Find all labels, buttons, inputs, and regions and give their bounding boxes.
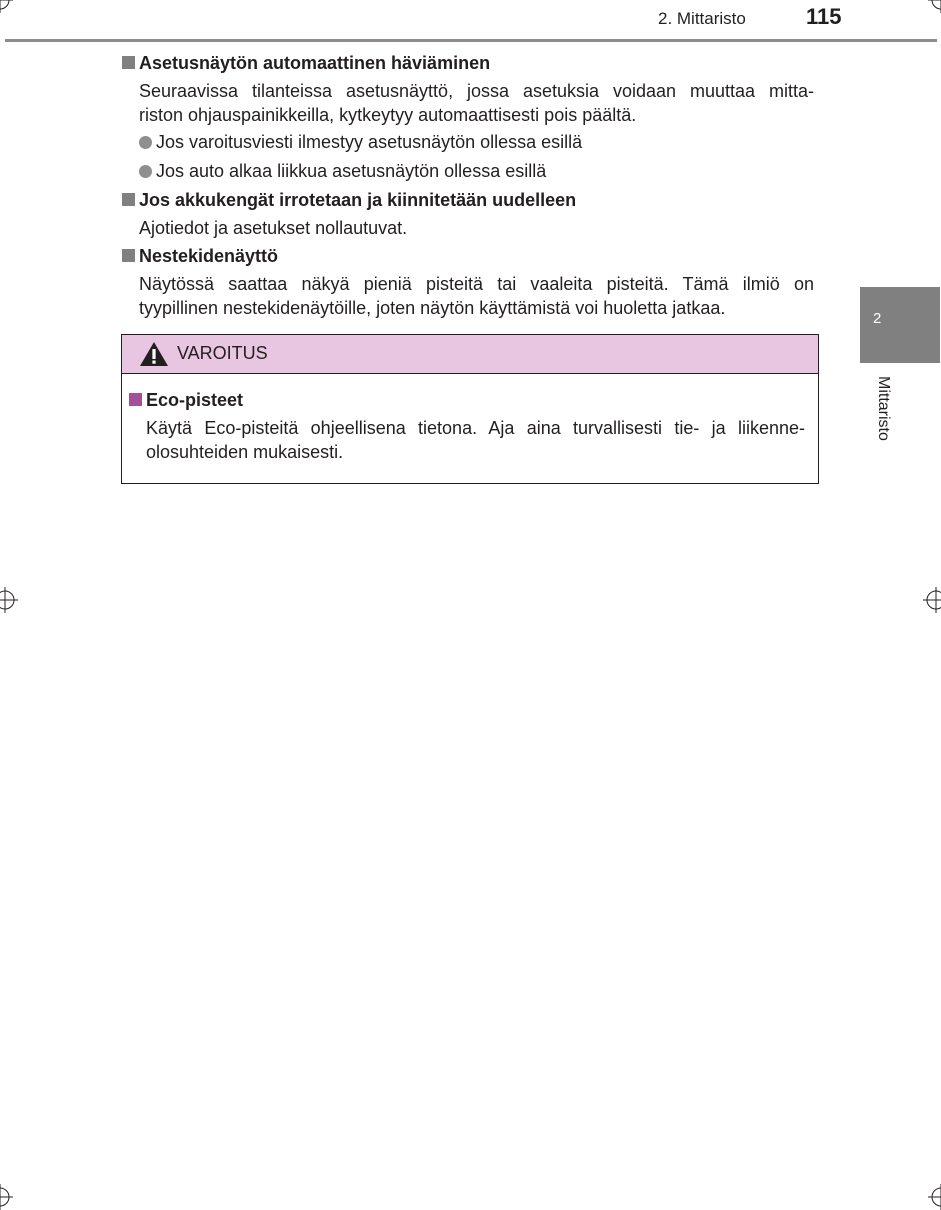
warning-heading-text: Eco-pisteet bbox=[146, 390, 244, 410]
square-bullet-icon bbox=[129, 393, 142, 406]
list-item-text: Jos auto alkaa liikkua asetusnäytön ollessa esillä bbox=[156, 161, 547, 181]
square-bullet-icon bbox=[122, 249, 135, 262]
chapter-tab-number: 2 bbox=[873, 310, 882, 327]
section-heading-text: Jos akkukengät irrotetaan ja kiinnitetään uudelleen bbox=[139, 190, 577, 210]
section-heading bbox=[122, 246, 278, 267]
bullet-dot-icon bbox=[139, 136, 152, 149]
warning-header bbox=[122, 335, 818, 374]
paragraph-line: Näytössä saattaa näkyä pieniä pisteitä tai vaaleita pisteitä. Tämä ilmiö on bbox=[139, 274, 814, 294]
registration-mark-bottom-left bbox=[0, 1184, 13, 1210]
paragraph-line: Käytä Eco-pisteitä ohjeellisena tietona. Aja aina turvallisesti tie- ja liikenne- bbox=[146, 418, 805, 438]
paragraph-line: Seuraavissa tilanteissa asetusnäyttö, jossa asetuksia voidaan muuttaa mitta- bbox=[139, 81, 814, 101]
paragraph-line: tyypillinen nestekidenäytöille, joten näytön käyttämistä voi huoletta jatkaa. bbox=[139, 298, 726, 318]
paragraph-line: riston ohjauspainikkeilla, kytkeytyy automaattisesti pois päältä. bbox=[139, 105, 637, 125]
list-item bbox=[139, 132, 582, 153]
registration-mark-mid-left bbox=[0, 587, 18, 613]
square-bullet-icon bbox=[122, 56, 135, 69]
header-divider bbox=[5, 39, 937, 42]
section-paragraph bbox=[139, 272, 814, 320]
section-paragraph bbox=[139, 79, 814, 127]
registration-mark-top-right bbox=[928, 0, 941, 13]
warning-heading bbox=[129, 390, 243, 411]
section-paragraph bbox=[139, 216, 814, 240]
bullet-dot-icon bbox=[139, 165, 152, 178]
warning-paragraph bbox=[146, 416, 805, 464]
chapter-title: 2. Mittaristo bbox=[658, 9, 746, 28]
list-item-text: Jos varoitusviesti ilmestyy asetusnäytön ollessa esillä bbox=[156, 132, 583, 152]
warning-box bbox=[121, 334, 819, 484]
registration-mark-top-left bbox=[0, 0, 13, 13]
section-heading-text: Asetusnäytön automaattinen häviäminen bbox=[139, 53, 491, 73]
chapter-tab-label: Mittaristo bbox=[875, 376, 892, 441]
paragraph-line: Ajotiedot ja asetukset nollautuvat. bbox=[139, 218, 408, 238]
list-item bbox=[139, 161, 546, 182]
section-heading bbox=[122, 190, 576, 211]
section-heading-text: Nestekidenäyttö bbox=[139, 246, 279, 266]
registration-mark-mid-right bbox=[923, 587, 941, 613]
paragraph-line: olosuhteiden mukaisesti. bbox=[146, 442, 344, 462]
square-bullet-icon bbox=[122, 193, 135, 206]
registration-mark-bottom-right bbox=[928, 1184, 941, 1210]
warning-triangle-icon bbox=[139, 341, 169, 372]
page-number: 115 bbox=[806, 4, 842, 29]
chapter-tab bbox=[860, 287, 940, 363]
warning-title: VAROITUS bbox=[177, 343, 268, 363]
section-heading bbox=[122, 53, 490, 74]
